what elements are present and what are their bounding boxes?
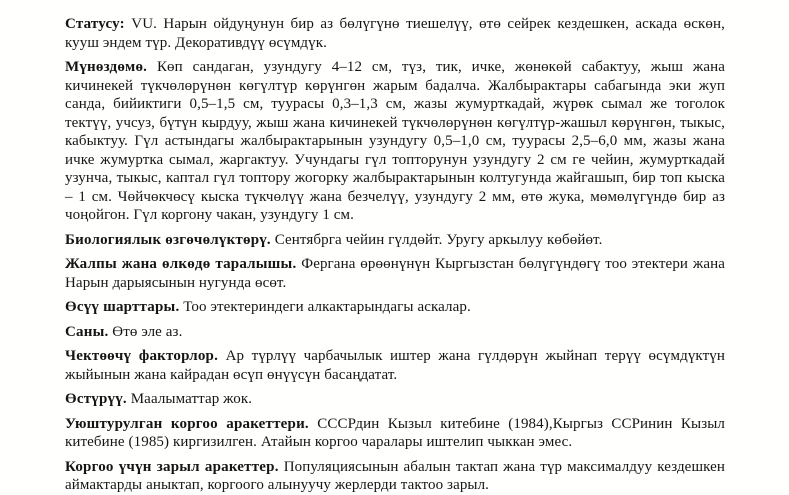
section-habitat xyxy=(65,298,725,317)
section-description xyxy=(65,58,725,225)
section-population-text: Өтө эле аз. xyxy=(112,323,183,340)
section-needed-measures-text: Популяциясынын абалын тактап жана түр максималдуу кездешкен аймактарды аныктап, коргоого алынуучу жерлерди тактоо зарыл. xyxy=(65,458,725,493)
section-limiting-factors xyxy=(65,347,725,384)
section-status-label: Статусу: xyxy=(65,16,125,32)
section-conservation-measures xyxy=(65,415,725,452)
section-cultivation xyxy=(65,390,725,409)
section-cultivation-text: Маалыматтар жок. xyxy=(130,391,253,407)
section-distribution-label: Жалпы жана өлкөдө таралышы. xyxy=(65,256,297,272)
section-biology-text: Сентябрга чейин гүлдөйт. Уругу аркылуу көбөйөт. xyxy=(274,231,603,248)
species-entry xyxy=(65,15,725,495)
section-distribution-text: Фергана өрөөнүнүн Кыргызстан бөлүгүндөгү тоо этектери жана Нарын дарыясынын нугунда өсөт. xyxy=(65,256,725,291)
section-population xyxy=(65,323,725,342)
section-limiting-factors-text: Ар түрлүү чарбачылык иштер жана гүлдөрүн жыйнап терүү өсүмдүктүн жыйынын жана кайрадан өсүп өнүүсүн басаңдатат. xyxy=(65,348,725,383)
section-limiting-factors-label: Чектөөчү факторлор. xyxy=(65,348,219,364)
section-status xyxy=(65,15,725,52)
section-description-text: Көп сандаган, узундугу 4–12 см, түз, тик, ичке, жөнөкөй сабактуу, жыш жана кичинекей түкчөлөрүнөн көгүлтүр көрүнгөн жарым бадалча. Жалбырактары сабагында эки жуп санда, бийиктиги 0,5–1,5 см, туурасы 0,3–1,3 см, жазы жумурткадай, жүрөк сымал же тоголок тектүү, учсуз, бүтүн кырдуу, жыш жана кичинекей түкчөлөрүнөн көгүлтүр-жашыл көрүнгөн, тыкыс, кабыктуу. Гүл астындагы жалбырактарынын узундугу 0,5–1,0 см, туурасы 2,5–6,0 мм, жазы жана ичке жумуртка сымал, жаргактуу. Учундагы гүл топторунун узундугу 2 см ге чейин, жумурткадай узунча, тыкыс, каптал гүл топтору жогорку жалбырактарынын колтугунда жайгашып, бир топ кыска – 1 см. Чөйчөкчөсү кыска түкчөлүү жана безчелүү, узундугу 2 мм, өтө жука, мөмөлүгүндө бир аз чоңойгон. Гүл коргону чакан, узундугу 1 см. xyxy=(65,59,725,223)
section-population-label: Саны. xyxy=(65,323,109,340)
section-biology-label: Биологиялык өзгөчөлүктөрү. xyxy=(65,231,271,248)
section-cultivation-label: Өстүрүү. xyxy=(65,391,127,407)
section-conservation-measures-label: Уюштурулган коргоо аракеттери. xyxy=(65,415,309,432)
section-habitat-label: Өсүү шарттары. xyxy=(65,299,180,315)
section-conservation-measures-text: СССРдин Кызыл китебине (1984),Кыргыз ССРинин Кызыл китебине (1985) киргизилген. Атайын коргоо чаралары иштелип чыккан эмес. xyxy=(65,415,725,450)
section-distribution xyxy=(65,255,725,292)
section-status-text: VU. Нарын ойдуңунун бир аз бөлүгүнө тиешелүү, өтө сейрек кездешкен, аскада өскөн, кууш эндем түр. Декоративдүү өсүмдүк. xyxy=(65,16,725,51)
section-needed-measures-label: Коргоо үчүн зарыл аракеттер. xyxy=(65,458,279,475)
section-description-label: Мүнөздөмө. xyxy=(65,59,148,75)
section-habitat-text: Тоо этектериндеги алкактарындагы аскалар. xyxy=(183,299,471,315)
section-biology xyxy=(65,231,725,250)
